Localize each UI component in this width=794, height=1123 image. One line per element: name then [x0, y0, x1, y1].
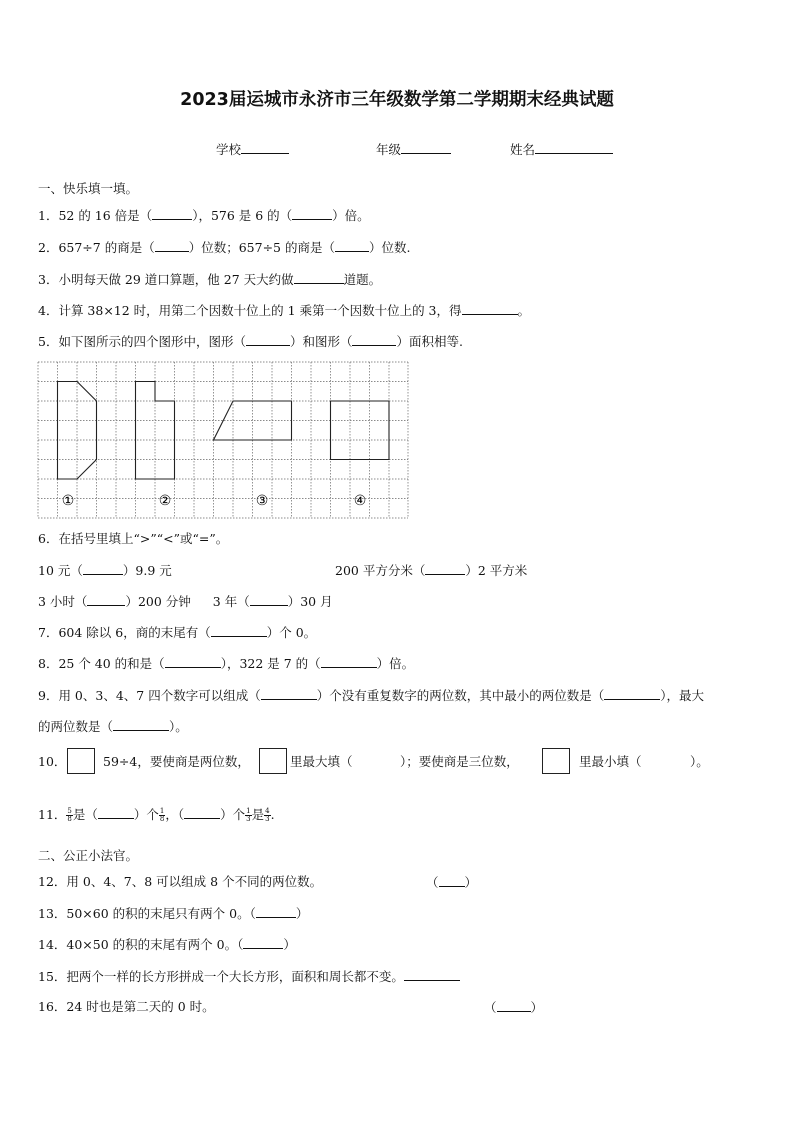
question-11-text-d: ）个 — [220, 807, 246, 822]
question-12: 12．用 0、4、7、8 可以组成 8 个不同的两位数。 — [38, 874, 323, 889]
question-3-text-a: 3．小明每天做 29 道口算题，他 27 天大约做 — [38, 272, 294, 287]
paren-open: （ — [484, 1000, 497, 1015]
question-16: 16．24 时也是第二天的 0 时。 — [38, 999, 215, 1014]
fraction-numerator: 5 — [67, 807, 72, 815]
answer-blank[interactable] — [250, 593, 288, 606]
answer-blank[interactable] — [261, 687, 317, 700]
question-10-text-b: 里最大填（ — [290, 754, 353, 769]
answer-blank[interactable] — [425, 562, 465, 575]
answer-blank[interactable] — [462, 302, 518, 315]
question-4-text-a: 4．计算 38×12 时，用第二个因数十位上的 1 乘第一个因数十位上的 3，得 — [38, 303, 462, 318]
question-5-text-a: 5．如下图所示的四个图形中，图形（ — [38, 334, 246, 349]
answer-blank[interactable] — [184, 806, 220, 819]
paren-close: ） — [295, 906, 309, 921]
question-11-text-a: 是（ — [72, 807, 98, 822]
paren-open: （ — [426, 875, 439, 890]
school-label: 学校 — [216, 142, 242, 157]
grade-field — [376, 141, 451, 158]
question-6-text: ）30 月 — [287, 594, 333, 609]
fraction-numerator: 4 — [265, 807, 270, 815]
answer-blank[interactable] — [294, 271, 344, 284]
question-15 — [38, 968, 460, 985]
question-11-text-f: . — [270, 807, 275, 822]
question-3-text-b: 道题。 — [343, 272, 382, 287]
answer-blank[interactable] — [335, 239, 369, 252]
question-6-row-2 — [38, 593, 333, 610]
paren-close: ） — [464, 875, 478, 890]
question-5 — [38, 333, 463, 350]
answer-blank[interactable] — [83, 562, 123, 575]
answer-blank[interactable] — [113, 718, 169, 731]
question-2-text-a: 2．657÷7 的商是（ — [38, 240, 155, 255]
paren-close: ） — [283, 937, 296, 952]
answer-blank[interactable] — [246, 333, 290, 346]
answer-blank[interactable] — [87, 593, 125, 606]
question-10-text-c: ）；要使商是三位数， — [400, 754, 519, 769]
question-2-text-c: ）位数. — [368, 240, 411, 255]
question-10-text-d: 里最小填（ — [579, 754, 642, 769]
question-8-text-b: ），322 是 7 的（ — [220, 656, 321, 671]
question-9-text-a: 9．用 0、3、4、7 四个数字可以组成（ — [38, 688, 261, 703]
question-11-text-c: ，（ — [165, 807, 185, 822]
question-6-text: 200 平方分米（ — [335, 563, 426, 578]
answer-box[interactable] — [259, 748, 287, 774]
question-8-text-c: ）倍。 — [376, 656, 415, 671]
question-1-text-a: 1．52 的 16 倍是（ — [38, 208, 153, 223]
question-6-row-1a — [38, 562, 172, 579]
question-5-text-b: ）和图形（ — [289, 334, 353, 349]
question-9-line-2 — [38, 718, 188, 735]
question-14 — [38, 936, 296, 953]
question-9-text-d: 的两位数是（ — [38, 719, 114, 734]
question-9-text-b: ）个没有重复数字的两位数，其中最小的两位数是（ — [316, 688, 605, 703]
question-12-answer — [426, 874, 477, 891]
question-16-answer — [484, 999, 543, 1016]
shape-4 — [331, 401, 390, 460]
question-7-text-b: ）个 0。 — [266, 625, 317, 640]
question-7-text-a: 7．604 除以 6，商的末尾有（ — [38, 625, 211, 640]
answer-blank[interactable] — [211, 624, 267, 637]
figure-label-1: ① — [61, 493, 75, 509]
question-2 — [38, 239, 410, 256]
question-14-text: 14．40×50 的积的末尾有两个 0。（ — [38, 937, 244, 952]
answer-blank[interactable] — [152, 207, 192, 220]
answer-blank[interactable] — [243, 936, 283, 949]
answer-blank[interactable] — [439, 874, 465, 887]
figure-label-3: ③ — [255, 493, 269, 509]
answer-blank[interactable] — [256, 905, 296, 918]
question-10-text-e: ）。 — [690, 754, 709, 769]
fraction-denominator: 3 — [246, 815, 251, 823]
question-10-text-a: 59÷4，要使商是两位数， — [103, 754, 250, 769]
question-13-text: 13．50×60 的积的末尾只有两个 0。（ — [38, 906, 256, 921]
answer-blank[interactable] — [497, 999, 531, 1012]
question-6-row-1b — [335, 562, 527, 579]
question-10-number: 10． — [38, 754, 67, 769]
fraction-numerator: 1 — [159, 807, 165, 815]
question-1-text-b: ），576 是 6 的（ — [192, 208, 293, 223]
question-9-text-e: ）。 — [169, 719, 188, 734]
question-11 — [38, 806, 275, 824]
question-11-text-b: ）个 — [133, 807, 159, 822]
answer-blank[interactable] — [292, 207, 332, 220]
shape-grid-figure — [37, 361, 410, 519]
question-3 — [38, 271, 381, 288]
question-6-text: ）200 分钟 — [125, 594, 191, 609]
question-11-text-e: 是 — [251, 807, 265, 822]
question-5-text-c: ）面积相等. — [396, 334, 463, 349]
section-1-heading: 一、快乐填一填。 — [38, 181, 139, 196]
name-blank[interactable] — [535, 141, 613, 154]
question-6: 6．在括号里填上“>”“<”或“=”。 — [38, 531, 229, 546]
question-13 — [38, 905, 308, 922]
question-1 — [38, 207, 370, 224]
question-9-text-c: ），最大 — [660, 688, 704, 703]
school-blank[interactable] — [241, 141, 289, 154]
answer-blank[interactable] — [321, 655, 377, 668]
answer-blank[interactable] — [155, 239, 189, 252]
figure-label-2: ② — [158, 493, 172, 509]
question-6-text: ）2 平方米 — [465, 563, 528, 578]
question-2-text-b: ）位数；657÷5 的商是（ — [188, 240, 335, 255]
question-9-line-1 — [38, 687, 704, 704]
name-label: 姓名 — [510, 142, 536, 157]
school-field — [216, 141, 289, 158]
question-4 — [38, 302, 530, 319]
fraction-denominator: 8 — [159, 815, 165, 823]
question-6-text: 3 小时（ — [38, 594, 88, 609]
grade-blank[interactable] — [401, 141, 451, 154]
answer-blank[interactable] — [604, 687, 660, 700]
answer-box[interactable] — [67, 748, 95, 774]
page-title: 2023届运城市永济市三年级数学第二学期期末经典试题 — [180, 90, 614, 110]
answer-blank[interactable] — [404, 968, 460, 981]
answer-blank[interactable] — [352, 333, 396, 346]
question-11-number: 11． — [38, 807, 67, 822]
question-1-text-c: ）倍。 — [332, 208, 370, 223]
figure-label-4: ④ — [353, 493, 367, 509]
question-8 — [38, 655, 414, 672]
name-field — [510, 141, 613, 158]
question-6-text: 3 年（ — [212, 594, 250, 609]
question-6-text: 10 元（ — [38, 563, 83, 578]
answer-blank[interactable] — [165, 655, 221, 668]
question-15-text: 15．把两个一样的长方形拼成一个大长方形，面积和周长都不变。 — [38, 969, 404, 984]
section-2-heading: 二、公正小法官。 — [38, 848, 139, 863]
grade-label: 年级 — [376, 142, 402, 157]
question-6-text: ）9.9 元 — [122, 563, 172, 578]
fraction-numerator: 1 — [246, 807, 251, 815]
fraction-denominator: 8 — [67, 815, 72, 823]
question-8-text-a: 8．25 个 40 的和是（ — [38, 656, 165, 671]
answer-blank[interactable] — [98, 806, 134, 819]
question-4-text-b: 。 — [517, 303, 531, 318]
question-7 — [38, 624, 316, 641]
paren-close: ） — [530, 1000, 544, 1015]
answer-box[interactable] — [542, 748, 570, 774]
fraction-denominator: 3 — [265, 815, 270, 823]
